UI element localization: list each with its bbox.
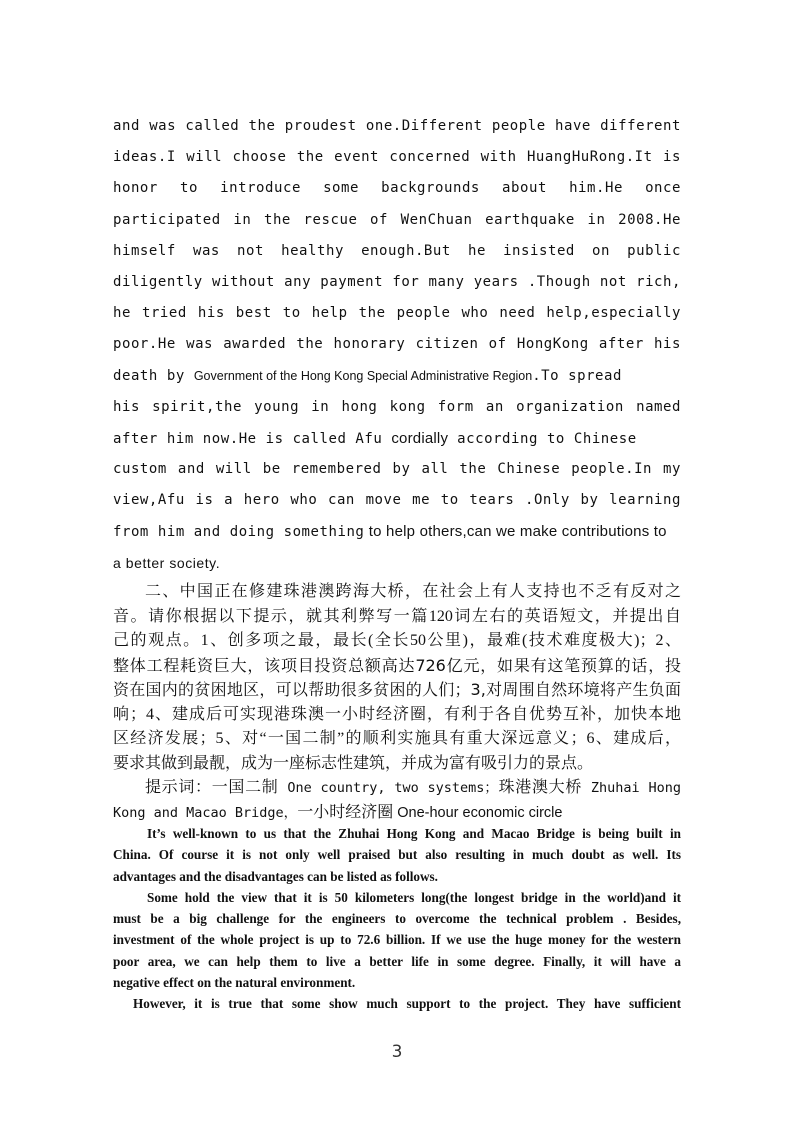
essay-line: himself was not healthy enough.But he insisted on public bbox=[113, 242, 681, 259]
essay-text: according to Chinese bbox=[448, 430, 637, 447]
essay-text: .To spread bbox=[532, 367, 622, 384]
government-name: Government of the Hong Kong Special Administrative Region bbox=[193, 368, 533, 383]
hint-line bbox=[113, 776, 681, 801]
essay-line bbox=[113, 516, 681, 547]
essay-line: diligently without any payment for many years .Though not rich, bbox=[113, 273, 681, 290]
essay-text: from him and doing something bbox=[113, 524, 365, 541]
essay-line: advantages and the disadvantages can be listed as follows. bbox=[113, 868, 438, 884]
essay-line: However, it is true that some show much support to the project. They have sufficient bbox=[133, 996, 681, 1012]
emphasis-word: cordially bbox=[391, 429, 449, 447]
essay-line: custom and will be remembered by all the Chinese people.In my bbox=[113, 461, 681, 478]
essay-line: view,Afu is a hero who can move me to tears .Only by learning bbox=[113, 492, 681, 509]
hint-term: One country, two systems； bbox=[278, 780, 498, 796]
task-line: 资在国内的贫困地区，可以帮助很多贫困的人们；3,对周围自然环境将产生负面 bbox=[113, 680, 681, 699]
hint-term: Kong and Macao Bridge， bbox=[113, 804, 298, 821]
essay-line bbox=[113, 361, 681, 392]
hint-term: 珠港澳大桥 bbox=[497, 779, 583, 796]
essay-line: poor.He was awarded the honorary citizen of HongKong after his bbox=[113, 336, 681, 353]
essay-line: must be a big challenge for the engineers to overcome the technical problem . Besides, bbox=[113, 911, 681, 927]
hint-term: One-hour economic circle bbox=[393, 804, 563, 821]
essay-one bbox=[113, 111, 681, 579]
essay-text: death by bbox=[113, 367, 194, 384]
task-line: 音。请你根据以下提示，就其利弊写一篇120词左右的英语短文，并提出自 bbox=[113, 607, 681, 625]
task-line: 己的观点。1、创多项之最，最长(全长50公里)，最难(技术难度极大)；2、 bbox=[113, 632, 681, 649]
task-line: 区经济发展；5、对“一国二制”的顺利实施具有重大深远意义；6、建成后， bbox=[113, 730, 681, 747]
essay-line: poor area, we can help them to live a better life in some degree. Finally, it will have a bbox=[113, 953, 681, 969]
task-line: 响；4、建成后可实现港珠澳一小时经济圈，有利于各自优势互补，加快本地 bbox=[113, 705, 681, 723]
essay-line: ideas.I will choose the event concerned with HuangHuRong.It is bbox=[113, 149, 681, 166]
task-two bbox=[113, 580, 681, 825]
essay-line: participated in the rescue of WenChuan earthquake in 2008.He bbox=[113, 211, 681, 228]
hint-term: 一小时经济圈 bbox=[297, 803, 394, 821]
hint-line bbox=[113, 801, 681, 826]
page-number: 3 bbox=[391, 1042, 403, 1062]
essay-line bbox=[113, 423, 681, 454]
essay-line: investment of the whole project is up to 72.6 billion. If we use the huge money for the western bbox=[113, 932, 681, 948]
essay-line: China. Of course it is not only well praised but also resulting in much doubt as well. Its bbox=[113, 847, 681, 863]
task-line: 要求其做到最靓，成为一座标志性建筑，并成为富有吸引力的景点。 bbox=[113, 754, 594, 772]
hint-term: Zhuhai Hong bbox=[582, 780, 681, 796]
essay-text: to help others,can we make contributions to bbox=[364, 523, 667, 541]
essay-line: negative effect on the natural environment. bbox=[113, 975, 356, 991]
task-line: 二、中国正在修建珠港澳跨海大桥，在社会上有人支持也不乏有反对之 bbox=[145, 583, 681, 600]
essay-two bbox=[113, 823, 681, 1015]
hint-label: 提示词：一国二制 bbox=[145, 779, 279, 796]
essay-line: Some hold the view that it is 50 kilometers long(the longest bridge in the world)and it bbox=[147, 889, 681, 905]
essay-line: he tried his best to help the people who need help,especially bbox=[113, 305, 681, 322]
essay-line: his spirit,the young in hong kong form an organization named bbox=[113, 398, 681, 415]
essay-line: a better society. bbox=[113, 554, 221, 571]
essay-line: and was called the proudest one.Different people have different bbox=[113, 118, 681, 134]
task-line: 整体工程耗资巨大，该项目投资总额高达726亿元，如果有这笔预算的话，投 bbox=[113, 655, 681, 675]
essay-text: after him now.He is called Afu bbox=[113, 430, 392, 447]
essay-line: honor to introduce some backgrounds about him.He once bbox=[113, 180, 681, 197]
essay-line: It’s well-known to us that the Zhuhai Hong Kong and Macao Bridge is being built in bbox=[147, 826, 681, 841]
